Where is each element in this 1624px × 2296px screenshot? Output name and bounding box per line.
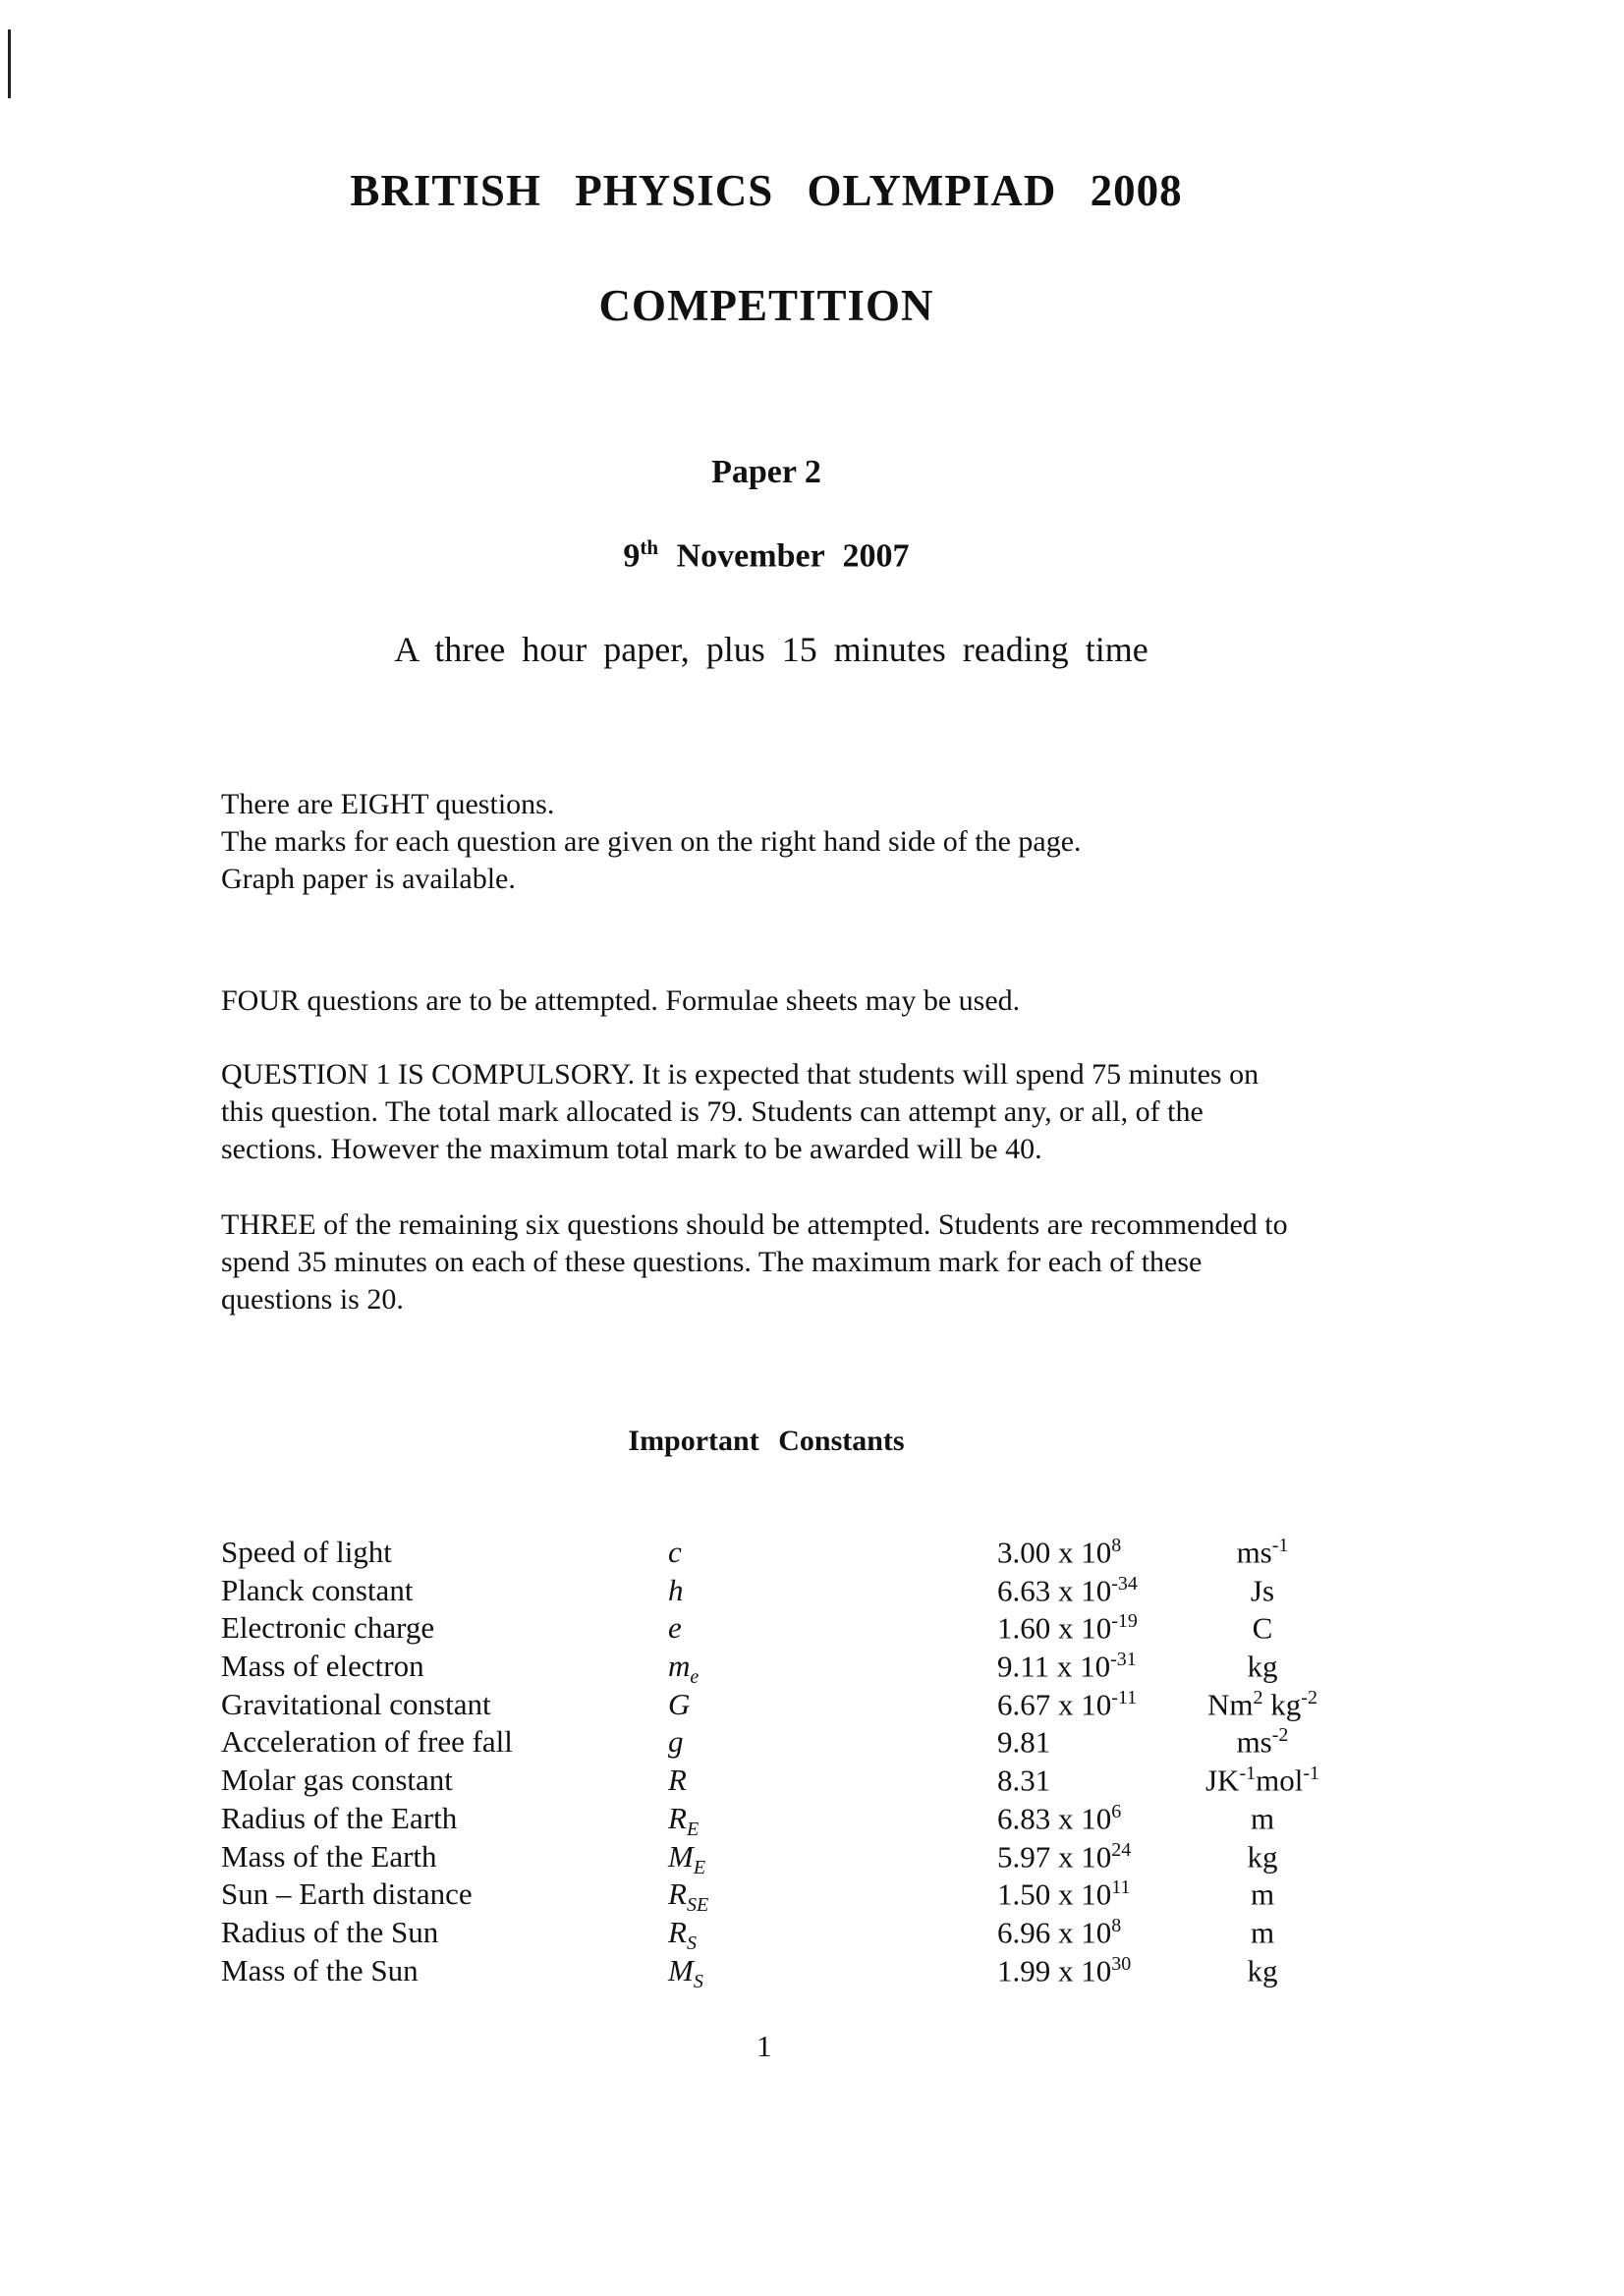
instructions-block-2: [221, 982, 1439, 1020]
page-number: 1: [756, 2029, 772, 2063]
instructions-block-1: [221, 786, 1439, 898]
constant-symbol: $M_E$: [668, 1838, 706, 1878]
constant-value: 1.60 x $10^{-19}$: [997, 1610, 1138, 1646]
instruction-line: FOUR questions are to be attempted. Formulae sheets may be used.: [221, 984, 1021, 1017]
constant-unit: C: [1252, 1610, 1273, 1646]
instruction-line: THREE of the remaining six questions should be attempted. Students are recommended to: [221, 1208, 1288, 1241]
constant-name: Radius of the Earth: [221, 1800, 458, 1835]
constant-unit: $ms^{-1}$: [1236, 1535, 1289, 1570]
constant-unit: Nm$^2$ $kg^{-2}$: [1207, 1686, 1317, 1722]
constant-unit: $JK^{-1}mol^{-1}$: [1204, 1763, 1320, 1798]
constant-value: 6.67 x $10^{-11}$: [997, 1686, 1138, 1722]
instructions-block-4: [221, 1206, 1439, 1318]
constant-name: Acceleration of free fall: [221, 1724, 513, 1760]
scan-margin-mark: [8, 29, 11, 98]
constant-symbol: $M_S$: [668, 1952, 703, 1992]
constant-unit: $ms^{-2}$: [1236, 1724, 1289, 1760]
paper-number: Paper 2: [711, 454, 821, 490]
date-suffix: th: [640, 535, 659, 559]
constant-symbol: e: [668, 1610, 682, 1646]
page-title: BRITISH PHYSICS OLYMPIAD 2008: [350, 166, 1183, 215]
constant-name: Electronic charge: [221, 1610, 435, 1646]
constant-name: Mass of electron: [221, 1649, 424, 1684]
constants-heading: Important Constants: [628, 1425, 905, 1457]
date-month-year: November 2007: [676, 537, 910, 575]
constant-symbol: $R_{SE}$: [668, 1876, 709, 1917]
constant-symbol: R: [668, 1763, 687, 1798]
constant-symbol: h: [668, 1572, 684, 1607]
constant-value: 9.11 x $10^{-31}$: [997, 1649, 1137, 1684]
instruction-line: this question. The total mark allocated is 79. Students can attempt any, or all, of the: [221, 1095, 1204, 1128]
constant-name: Radius of the Sun: [221, 1914, 439, 1949]
constant-unit: Js: [1250, 1573, 1275, 1608]
instruction-line: questions is 20.: [221, 1283, 404, 1316]
instruction-line: QUESTION 1 IS COMPULSORY. It is expected that students will spend 75 minutes on: [221, 1058, 1260, 1091]
constant-symbol: $m_e$: [668, 1649, 700, 1689]
instruction-line: sections. However the maximum total mark to be awarded will be 40.: [221, 1133, 1042, 1165]
constant-name: Sun – Earth distance: [221, 1876, 473, 1912]
constant-value: 8.31: [997, 1763, 1051, 1798]
constant-symbol: $R_E$: [668, 1800, 700, 1840]
constant-unit: kg: [1247, 1838, 1278, 1874]
constant-name: Mass of the Earth: [221, 1838, 437, 1874]
constant-name: Speed of light: [221, 1535, 392, 1569]
constant-symbol: $R_S$: [668, 1914, 697, 1955]
exam-duration: A three hour paper, plus 15 minutes reading time: [394, 630, 1148, 669]
constant-symbol: c: [668, 1535, 682, 1569]
constant-unit: kg: [1247, 1649, 1278, 1684]
constant-value: 1.99 x $10^{30}$: [997, 1952, 1132, 1988]
exam-date: [0, 535, 1533, 575]
date-day: 9: [623, 537, 641, 575]
constant-unit: m: [1250, 1801, 1275, 1836]
constant-name: Mass of the Sun: [221, 1952, 419, 1988]
constant-symbol: G: [668, 1686, 691, 1721]
instructions-block-3: [221, 1056, 1439, 1168]
constant-value: 3.00 x $10^8$: [997, 1535, 1122, 1570]
instruction-line: The marks for each question are given on the right hand side of the page.: [221, 825, 1082, 858]
constant-name: Planck constant: [221, 1572, 414, 1607]
constant-name: Gravitational constant: [221, 1686, 491, 1721]
constant-unit: kg: [1247, 1952, 1278, 1988]
constant-value: 6.63 x $10^{-34}$: [997, 1572, 1138, 1608]
constant-unit: m: [1250, 1915, 1275, 1950]
constant-value: 1.50 x $10^{11}$: [997, 1876, 1131, 1912]
constant-symbol: g: [668, 1724, 684, 1760]
instruction-line: spend 35 minutes on each of these questions. The maximum mark for each of these: [221, 1246, 1203, 1278]
constant-value: 9.81: [997, 1724, 1051, 1760]
constant-unit: m: [1250, 1876, 1275, 1912]
constant-name: Molar gas constant: [221, 1763, 453, 1798]
constant-value: 5.97 x $10^{24}$: [997, 1838, 1132, 1874]
instruction-line: Graph paper is available.: [221, 863, 516, 895]
page-subtitle: COMPETITION: [598, 281, 934, 330]
constant-value: 6.83 x $10^6$: [997, 1800, 1122, 1836]
instruction-line: There are EIGHT questions.: [221, 788, 555, 820]
constant-value: 6.96 x $10^8$: [997, 1914, 1122, 1950]
